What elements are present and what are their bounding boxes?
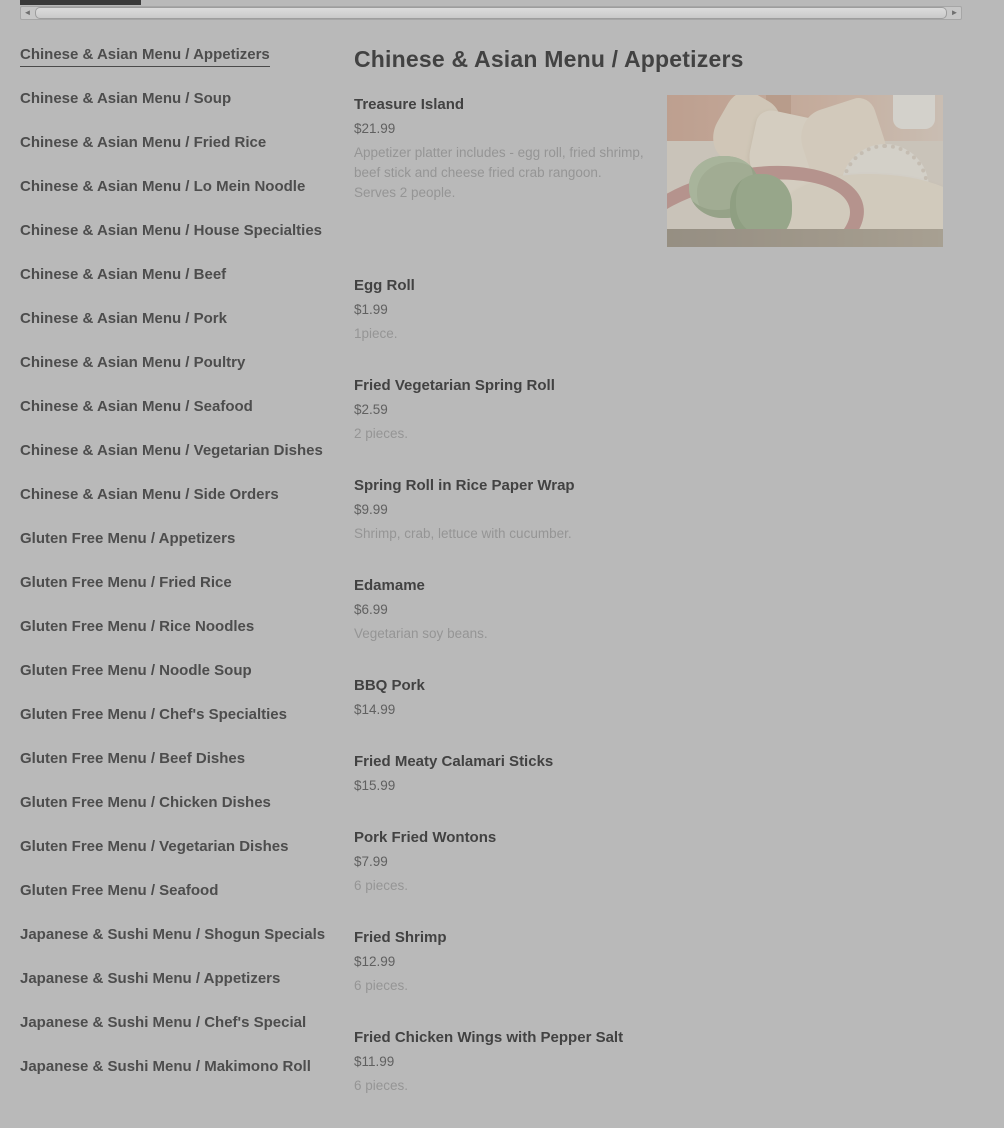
menu-item-desc: 2 pieces. (354, 426, 409, 441)
menu-item-price: $1.99 (354, 302, 388, 317)
sidebar-item-label: Gluten Free Menu / Appetizers (20, 530, 236, 547)
sidebar-item[interactable] (20, 926, 325, 970)
horizontal-scrollbar[interactable] (20, 6, 962, 20)
sidebar-item-label: Gluten Free Menu / Chef's Specialties (20, 706, 287, 723)
menu-item-name: Edamame (354, 577, 425, 594)
sidebar-item-label: Japanese & Sushi Menu / Shogun Specials (20, 926, 325, 943)
sidebar-item[interactable] (20, 838, 325, 882)
menu-item-desc: 1piece. (354, 326, 398, 341)
menu-item-featured (354, 95, 943, 247)
scrollbar-thumb[interactable] (35, 7, 947, 19)
menu-item-price: $12.99 (354, 954, 396, 969)
sidebar-item[interactable] (20, 1014, 325, 1058)
sidebar-item[interactable] (20, 354, 325, 398)
menu-item-price: $9.99 (354, 502, 388, 517)
sidebar-category-list (20, 46, 325, 1102)
menu-item-name: Spring Roll in Rice Paper Wrap (354, 477, 575, 494)
top-loading-bar (20, 0, 141, 5)
sidebar-item-label: Gluten Free Menu / Beef Dishes (20, 750, 246, 767)
sidebar-item-label: Gluten Free Menu / Fried Rice (20, 574, 232, 591)
sidebar-item-label: Chinese & Asian Menu / Poultry (20, 354, 246, 371)
menu-item (354, 828, 943, 896)
menu-item-desc: Appetizer platter includes - egg roll, fried shrimp, beef stick and cheese fried crab rangoon. Serves 2 people. (354, 145, 644, 200)
menu-item (354, 676, 943, 720)
sidebar-item-label: Chinese & Asian Menu / Appetizers (20, 46, 270, 67)
menu-item (354, 376, 943, 444)
sidebar-item[interactable] (20, 970, 325, 1014)
sidebar-item-label: Chinese & Asian Menu / Pork (20, 310, 227, 327)
page-layout (0, 20, 943, 1128)
menu-item-desc: Shrimp, crab, lettuce with cucumber. (354, 526, 572, 541)
menu-item-name: Pork Fried Wontons (354, 829, 497, 846)
sidebar-item[interactable] (20, 574, 325, 618)
menu-item-desc: Vegetarian soy beans. (354, 626, 488, 641)
menu-item-price: $2.59 (354, 402, 388, 417)
sidebar-item-label: Chinese & Asian Menu / Beef (20, 266, 227, 283)
sidebar-item-label: Chinese & Asian Menu / Seafood (20, 398, 253, 415)
sidebar-item[interactable] (20, 90, 325, 134)
menu-item-name: Treasure Island (354, 96, 465, 113)
sidebar-item-label: Japanese & Sushi Menu / Makimono Roll (20, 1058, 311, 1075)
sidebar-item[interactable] (20, 882, 325, 926)
sidebar-item[interactable] (20, 530, 325, 574)
menu-item-text (354, 95, 654, 247)
sidebar-item[interactable] (20, 1058, 325, 1102)
menu-item-price: $21.99 (354, 121, 396, 136)
sidebar-item-label: Gluten Free Menu / Vegetarian Dishes (20, 838, 289, 855)
sidebar-item[interactable] (20, 662, 325, 706)
menu-item (354, 276, 943, 344)
sidebar-item-label: Chinese & Asian Menu / Soup (20, 90, 232, 107)
sidebar-item[interactable] (20, 178, 325, 222)
sidebar-item[interactable] (20, 794, 325, 838)
sidebar-item[interactable] (20, 706, 325, 750)
menu-item-price: $14.99 (354, 702, 396, 717)
menu-item-desc: 6 pieces. (354, 878, 409, 893)
sidebar-item-label: Chinese & Asian Menu / Vegetarian Dishes (20, 442, 323, 459)
menu-content (354, 20, 943, 1128)
menu-item (354, 476, 943, 544)
sidebar-item-label: Gluten Free Menu / Rice Noodles (20, 618, 255, 635)
appetizer-platter-photo (667, 95, 943, 247)
sidebar-item[interactable] (20, 310, 325, 354)
menu-item (354, 576, 943, 644)
sidebar-item[interactable] (20, 266, 325, 310)
sidebar-item-label: Gluten Free Menu / Noodle Soup (20, 662, 252, 679)
sidebar-item-label: Chinese & Asian Menu / Fried Rice (20, 134, 267, 151)
sidebar-item-label: Japanese & Sushi Menu / Appetizers (20, 970, 281, 987)
menu-item-name: Egg Roll (354, 277, 415, 294)
sidebar-item[interactable] (20, 398, 325, 442)
sidebar-item[interactable] (20, 486, 325, 530)
sidebar-item-label: Gluten Free Menu / Seafood (20, 882, 219, 899)
sidebar-item[interactable] (20, 750, 325, 794)
sidebar-item-label: Chinese & Asian Menu / Lo Mein Noodle (20, 178, 306, 195)
sidebar-item-label: Chinese & Asian Menu / House Specialties (20, 222, 323, 239)
menu-item-desc: 6 pieces. (354, 1078, 409, 1093)
scrollbar-left-arrow-icon[interactable]: ◄ (23, 8, 32, 17)
menu-item-name: Fried Meaty Calamari Sticks (354, 753, 554, 770)
menu-item-desc: 6 pieces. (354, 978, 409, 993)
sidebar-item[interactable] (20, 134, 325, 178)
menu-item (354, 928, 943, 996)
menu-item-name: BBQ Pork (354, 677, 425, 694)
scrollbar-right-arrow-icon[interactable]: ► (950, 8, 959, 17)
menu-item (354, 1028, 943, 1096)
photo-fade-overlay (667, 95, 943, 247)
sidebar-item[interactable] (20, 222, 325, 266)
menu-item-price: $7.99 (354, 854, 388, 869)
menu-item-name: Fried Shrimp (354, 929, 447, 946)
menu-item-price: $6.99 (354, 602, 388, 617)
menu-item-name: Fried Vegetarian Spring Roll (354, 377, 555, 394)
menu-category-sidebar (0, 20, 354, 1128)
sidebar-item-label: Gluten Free Menu / Chicken Dishes (20, 794, 271, 811)
sidebar-item-label: Japanese & Sushi Menu / Chef's Special (20, 1014, 307, 1031)
sidebar-item-label: Chinese & Asian Menu / Side Orders (20, 486, 279, 503)
menu-item-price: $15.99 (354, 778, 396, 793)
menu-item-price: $11.99 (354, 1054, 395, 1069)
menu-item (354, 752, 943, 796)
sidebar-item[interactable] (20, 442, 325, 486)
sidebar-item-active[interactable] (20, 46, 325, 90)
page-title: Chinese & Asian Menu / Appetizers (354, 46, 744, 72)
menu-item-name: Fried Chicken Wings with Pepper Salt (354, 1029, 624, 1046)
sidebar-item[interactable] (20, 618, 325, 662)
